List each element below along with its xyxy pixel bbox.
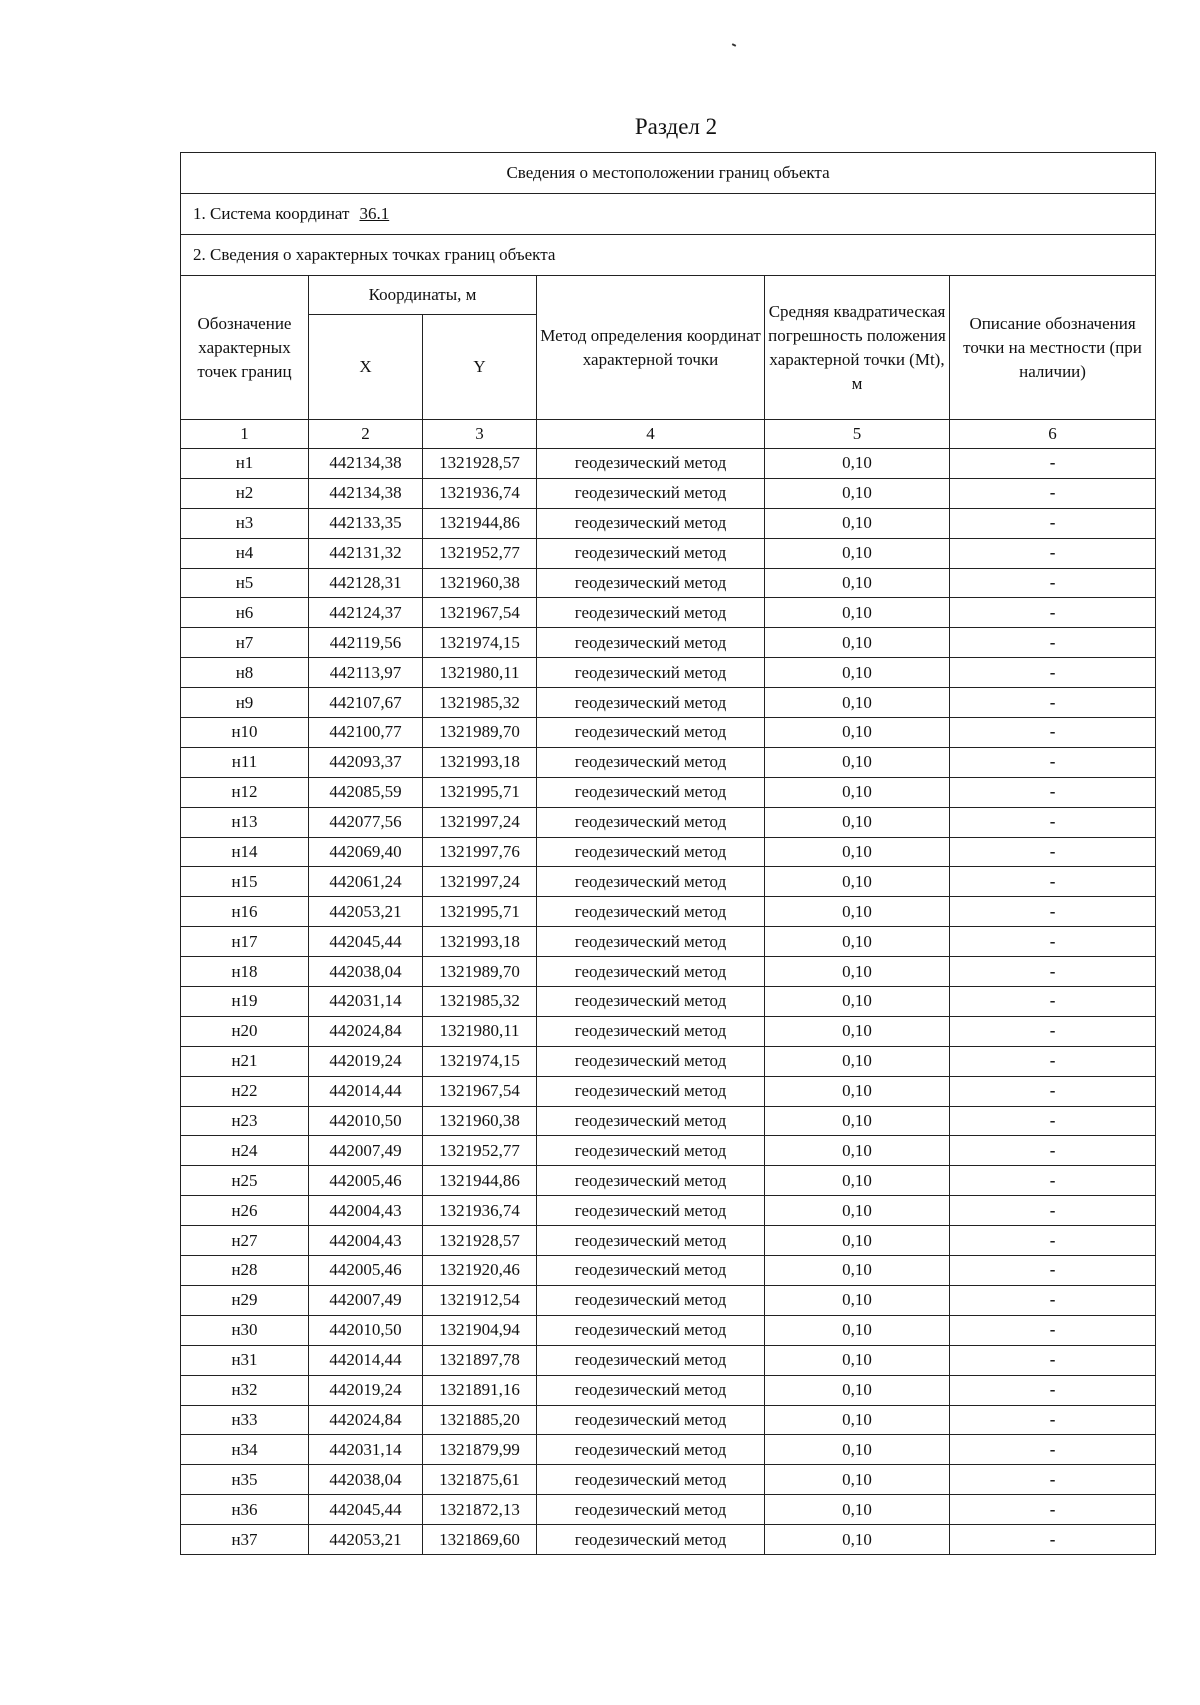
coord-x: 442014,44 <box>309 1076 423 1106</box>
point-description: - <box>950 807 1156 837</box>
method: геодезический метод <box>537 1136 765 1166</box>
point-description: - <box>950 538 1156 568</box>
coord-x: 442085,59 <box>309 777 423 807</box>
coord-y: 1321974,15 <box>423 628 537 658</box>
method: геодезический метод <box>537 688 765 718</box>
table-row <box>181 449 1156 479</box>
method: геодезический метод <box>537 1076 765 1106</box>
method: геодезический метод <box>537 1405 765 1435</box>
point-description: - <box>950 1106 1156 1136</box>
error-mt: 0,10 <box>765 478 950 508</box>
point-id: н33 <box>181 1405 309 1435</box>
point-id: н25 <box>181 1166 309 1196</box>
coord-x: 442131,32 <box>309 538 423 568</box>
table-row <box>181 1405 1156 1435</box>
coord-y: 1321985,32 <box>423 688 537 718</box>
table-row <box>181 1106 1156 1136</box>
point-id: н10 <box>181 718 309 748</box>
error-mt: 0,10 <box>765 688 950 718</box>
point-id: н19 <box>181 987 309 1017</box>
method: геодезический метод <box>537 508 765 538</box>
point-description: - <box>950 598 1156 628</box>
error-mt: 0,10 <box>765 897 950 927</box>
coord-y: 1321993,18 <box>423 927 537 957</box>
point-id: н5 <box>181 568 309 598</box>
point-description: - <box>950 897 1156 927</box>
coord-x: 442005,46 <box>309 1256 423 1286</box>
error-mt: 0,10 <box>765 449 950 479</box>
point-description: - <box>950 1196 1156 1226</box>
method: геодезический метод <box>537 478 765 508</box>
boundary-points-table <box>180 152 1156 1555</box>
coord-y: 1321897,78 <box>423 1345 537 1375</box>
coord-y: 1321891,16 <box>423 1375 537 1405</box>
point-id: н26 <box>181 1196 309 1226</box>
point-description: - <box>950 658 1156 688</box>
coord-x: 442134,38 <box>309 449 423 479</box>
coord-y: 1321944,86 <box>423 1166 537 1196</box>
point-description: - <box>950 718 1156 748</box>
method: геодезический метод <box>537 449 765 479</box>
section-title: Сведения о местоположении границ объекта <box>181 153 1156 194</box>
method: геодезический метод <box>537 867 765 897</box>
coord-y: 1321872,13 <box>423 1495 537 1525</box>
method: геодезический метод <box>537 1525 765 1555</box>
coord-y: 1321869,60 <box>423 1525 537 1555</box>
point-description: - <box>950 688 1156 718</box>
table-row <box>181 1076 1156 1106</box>
point-description: - <box>950 747 1156 777</box>
method: геодезический метод <box>537 1196 765 1226</box>
error-mt: 0,10 <box>765 568 950 598</box>
table-row <box>181 1345 1156 1375</box>
coord-x: 442038,04 <box>309 957 423 987</box>
point-description: - <box>950 777 1156 807</box>
method: геодезический метод <box>537 1495 765 1525</box>
table-row <box>181 538 1156 568</box>
point-description: - <box>950 1285 1156 1315</box>
table-row <box>181 1285 1156 1315</box>
point-id: н35 <box>181 1465 309 1495</box>
point-id: н11 <box>181 747 309 777</box>
table-row <box>181 867 1156 897</box>
table-row <box>181 718 1156 748</box>
method: геодезический метод <box>537 1046 765 1076</box>
error-mt: 0,10 <box>765 508 950 538</box>
table-row <box>181 1465 1156 1495</box>
table-row <box>181 478 1156 508</box>
table-row <box>181 1495 1156 1525</box>
point-id: н7 <box>181 628 309 658</box>
coord-x: 442077,56 <box>309 807 423 837</box>
coord-y: 1321995,71 <box>423 897 537 927</box>
header-designation: Обозначение характерных точек границ <box>181 276 309 420</box>
coord-x: 442019,24 <box>309 1375 423 1405</box>
error-mt: 0,10 <box>765 1226 950 1256</box>
coord-y: 1321967,54 <box>423 598 537 628</box>
table-row <box>181 837 1156 867</box>
point-id: н30 <box>181 1315 309 1345</box>
column-number: 6 <box>950 420 1156 449</box>
table-row <box>181 957 1156 987</box>
point-description: - <box>950 1345 1156 1375</box>
header-x: X <box>309 315 423 420</box>
coord-y: 1321928,57 <box>423 1226 537 1256</box>
error-mt: 0,10 <box>765 807 950 837</box>
header-coordinates: Координаты, м <box>309 276 537 315</box>
table-row <box>181 1016 1156 1046</box>
point-description: - <box>950 1136 1156 1166</box>
coord-x: 442133,35 <box>309 508 423 538</box>
point-description: - <box>950 1016 1156 1046</box>
method: геодезический метод <box>537 718 765 748</box>
coord-y: 1321904,94 <box>423 1315 537 1345</box>
table-row <box>181 1435 1156 1465</box>
point-description: - <box>950 1226 1156 1256</box>
table-row <box>181 1315 1156 1345</box>
point-description: - <box>950 927 1156 957</box>
coord-y: 1321997,24 <box>423 867 537 897</box>
table-row <box>181 1136 1156 1166</box>
method: геодезический метод <box>537 1256 765 1286</box>
coord-y: 1321980,11 <box>423 1016 537 1046</box>
error-mt: 0,10 <box>765 927 950 957</box>
error-mt: 0,10 <box>765 1136 950 1166</box>
point-id: н18 <box>181 957 309 987</box>
coord-x: 442004,43 <box>309 1196 423 1226</box>
table-row <box>181 1196 1156 1226</box>
coord-y: 1321879,99 <box>423 1435 537 1465</box>
coord-x: 442053,21 <box>309 897 423 927</box>
coord-y: 1321920,46 <box>423 1256 537 1286</box>
error-mt: 0,10 <box>765 1285 950 1315</box>
coord-x: 442128,31 <box>309 568 423 598</box>
error-mt: 0,10 <box>765 1046 950 1076</box>
error-mt: 0,10 <box>765 1405 950 1435</box>
point-id: н32 <box>181 1375 309 1405</box>
coord-x: 442024,84 <box>309 1016 423 1046</box>
error-mt: 0,10 <box>765 658 950 688</box>
point-id: н9 <box>181 688 309 718</box>
error-mt: 0,10 <box>765 1495 950 1525</box>
method: геодезический метод <box>537 538 765 568</box>
method: геодезический метод <box>537 987 765 1017</box>
coord-y: 1321989,70 <box>423 718 537 748</box>
table-row <box>181 628 1156 658</box>
coord-y: 1321960,38 <box>423 1106 537 1136</box>
coord-x: 442069,40 <box>309 837 423 867</box>
table-row <box>181 1525 1156 1555</box>
point-description: - <box>950 1256 1156 1286</box>
coord-x: 442007,49 <box>309 1285 423 1315</box>
coord-system-value: 36.1 <box>359 204 390 223</box>
coord-x: 442019,24 <box>309 1046 423 1076</box>
point-description: - <box>950 987 1156 1017</box>
coord-x: 442107,67 <box>309 688 423 718</box>
point-description: - <box>950 1315 1156 1345</box>
method: геодезический метод <box>537 957 765 987</box>
point-description: - <box>950 478 1156 508</box>
coord-y: 1321936,74 <box>423 478 537 508</box>
coord-x: 442010,50 <box>309 1315 423 1345</box>
point-id: н29 <box>181 1285 309 1315</box>
method: геодезический метод <box>537 1106 765 1136</box>
point-description: - <box>950 1465 1156 1495</box>
header-y: Y <box>423 315 537 420</box>
coord-x: 442124,37 <box>309 598 423 628</box>
error-mt: 0,10 <box>765 1166 950 1196</box>
coord-y: 1321952,77 <box>423 1136 537 1166</box>
point-id: н37 <box>181 1525 309 1555</box>
point-description: - <box>950 1405 1156 1435</box>
coord-y: 1321952,77 <box>423 538 537 568</box>
point-id: н31 <box>181 1345 309 1375</box>
point-description: - <box>950 449 1156 479</box>
coord-x: 442031,14 <box>309 1435 423 1465</box>
section-heading: Раздел 2 <box>634 114 718 139</box>
point-id: н12 <box>181 777 309 807</box>
point-id: н6 <box>181 598 309 628</box>
table-row <box>181 897 1156 927</box>
method: геодезический метод <box>537 837 765 867</box>
point-description: - <box>950 837 1156 867</box>
points-title: 2. Сведения о характерных точках границ объекта <box>181 235 1156 276</box>
point-id: н36 <box>181 1495 309 1525</box>
point-description: - <box>950 1495 1156 1525</box>
table-row <box>181 807 1156 837</box>
coord-y: 1321997,76 <box>423 837 537 867</box>
table-row <box>181 598 1156 628</box>
coord-x: 442045,44 <box>309 927 423 957</box>
error-mt: 0,10 <box>765 1465 950 1495</box>
scan-speck <box>732 43 736 47</box>
coord-x: 442045,44 <box>309 1495 423 1525</box>
point-id: н34 <box>181 1435 309 1465</box>
point-id: н27 <box>181 1226 309 1256</box>
error-mt: 0,10 <box>765 1076 950 1106</box>
coord-x: 442004,43 <box>309 1226 423 1256</box>
coord-y: 1321875,61 <box>423 1465 537 1495</box>
coord-y: 1321944,86 <box>423 508 537 538</box>
point-id: н23 <box>181 1106 309 1136</box>
error-mt: 0,10 <box>765 987 950 1017</box>
point-description: - <box>950 1076 1156 1106</box>
error-mt: 0,10 <box>765 1525 950 1555</box>
coord-y: 1321997,24 <box>423 807 537 837</box>
coord-y: 1321974,15 <box>423 1046 537 1076</box>
method: геодезический метод <box>537 658 765 688</box>
column-number: 4 <box>537 420 765 449</box>
method: геодезический метод <box>537 1345 765 1375</box>
error-mt: 0,10 <box>765 1196 950 1226</box>
point-id: н21 <box>181 1046 309 1076</box>
error-mt: 0,10 <box>765 1106 950 1136</box>
error-mt: 0,10 <box>765 1256 950 1286</box>
column-number: 3 <box>423 420 537 449</box>
header-description: Описание обозначения точки на местности (при наличии) <box>950 276 1156 420</box>
point-description: - <box>950 957 1156 987</box>
point-id: н14 <box>181 837 309 867</box>
coord-x: 442038,04 <box>309 1465 423 1495</box>
coord-y: 1321936,74 <box>423 1196 537 1226</box>
method: геодезический метод <box>537 1285 765 1315</box>
coord-y: 1321960,38 <box>423 568 537 598</box>
coord-system-row <box>181 194 1156 235</box>
method: геодезический метод <box>537 927 765 957</box>
point-description: - <box>950 1375 1156 1405</box>
point-id: н15 <box>181 867 309 897</box>
coord-x: 442005,46 <box>309 1166 423 1196</box>
point-id: н16 <box>181 897 309 927</box>
point-id: н22 <box>181 1076 309 1106</box>
point-id: н24 <box>181 1136 309 1166</box>
point-description: - <box>950 1525 1156 1555</box>
table-row <box>181 688 1156 718</box>
point-id: н2 <box>181 478 309 508</box>
point-id: н20 <box>181 1016 309 1046</box>
header-error: Средняя квадратическая погрешность положения характерной точки (Mt), м <box>765 276 950 420</box>
method: геодезический метод <box>537 1315 765 1345</box>
point-description: - <box>950 1166 1156 1196</box>
error-mt: 0,10 <box>765 1315 950 1345</box>
coord-y: 1321980,11 <box>423 658 537 688</box>
coord-x: 442010,50 <box>309 1106 423 1136</box>
error-mt: 0,10 <box>765 837 950 867</box>
table-row <box>181 1166 1156 1196</box>
coord-y: 1321993,18 <box>423 747 537 777</box>
column-number: 2 <box>309 420 423 449</box>
coord-x: 442119,56 <box>309 628 423 658</box>
error-mt: 0,10 <box>765 957 950 987</box>
table-row <box>181 1046 1156 1076</box>
error-mt: 0,10 <box>765 1435 950 1465</box>
table-row <box>181 927 1156 957</box>
method: геодезический метод <box>537 807 765 837</box>
coord-y: 1321912,54 <box>423 1285 537 1315</box>
coord-y: 1321885,20 <box>423 1405 537 1435</box>
column-number: 1 <box>181 420 309 449</box>
method: геодезический метод <box>537 1166 765 1196</box>
point-id: н28 <box>181 1256 309 1286</box>
coord-y: 1321989,70 <box>423 957 537 987</box>
coord-x: 442007,49 <box>309 1136 423 1166</box>
table-row <box>181 508 1156 538</box>
coord-x: 442061,24 <box>309 867 423 897</box>
point-description: - <box>950 568 1156 598</box>
method: геодезический метод <box>537 628 765 658</box>
method: геодезический метод <box>537 777 765 807</box>
error-mt: 0,10 <box>765 777 950 807</box>
method: геодезический метод <box>537 897 765 927</box>
point-id: н3 <box>181 508 309 538</box>
method: геодезический метод <box>537 1435 765 1465</box>
error-mt: 0,10 <box>765 1345 950 1375</box>
point-description: - <box>950 1435 1156 1465</box>
error-mt: 0,10 <box>765 598 950 628</box>
error-mt: 0,10 <box>765 1375 950 1405</box>
point-description: - <box>950 1046 1156 1076</box>
point-id: н8 <box>181 658 309 688</box>
coord-x: 442024,84 <box>309 1405 423 1435</box>
point-description: - <box>950 508 1156 538</box>
method: геодезический метод <box>537 568 765 598</box>
table-row <box>181 747 1156 777</box>
point-description: - <box>950 628 1156 658</box>
error-mt: 0,10 <box>765 538 950 568</box>
header-method: Метод определения координат характерной точки <box>537 276 765 420</box>
error-mt: 0,10 <box>765 747 950 777</box>
point-id: н17 <box>181 927 309 957</box>
coord-y: 1321928,57 <box>423 449 537 479</box>
table-row <box>181 568 1156 598</box>
table-row <box>181 1226 1156 1256</box>
point-id: н13 <box>181 807 309 837</box>
coord-system-label: 1. Система координат <box>193 204 350 223</box>
coord-x: 442113,97 <box>309 658 423 688</box>
point-description: - <box>950 867 1156 897</box>
method: геодезический метод <box>537 1465 765 1495</box>
method: геодезический метод <box>537 1375 765 1405</box>
table-row <box>181 987 1156 1017</box>
method: геодезический метод <box>537 1016 765 1046</box>
method: геодезический метод <box>537 747 765 777</box>
method: геодезический метод <box>537 598 765 628</box>
coord-x: 442014,44 <box>309 1345 423 1375</box>
point-id: н4 <box>181 538 309 568</box>
column-number: 5 <box>765 420 950 449</box>
coord-x: 442134,38 <box>309 478 423 508</box>
error-mt: 0,10 <box>765 718 950 748</box>
table-row <box>181 777 1156 807</box>
coord-y: 1321995,71 <box>423 777 537 807</box>
point-id: н1 <box>181 449 309 479</box>
coord-x: 442093,37 <box>309 747 423 777</box>
error-mt: 0,10 <box>765 867 950 897</box>
method: геодезический метод <box>537 1226 765 1256</box>
coord-x: 442100,77 <box>309 718 423 748</box>
table-row <box>181 1375 1156 1405</box>
coord-y: 1321967,54 <box>423 1076 537 1106</box>
table-row <box>181 658 1156 688</box>
error-mt: 0,10 <box>765 1016 950 1046</box>
coord-x: 442031,14 <box>309 987 423 1017</box>
table-row <box>181 1256 1156 1286</box>
coord-x: 442053,21 <box>309 1525 423 1555</box>
error-mt: 0,10 <box>765 628 950 658</box>
coord-y: 1321985,32 <box>423 987 537 1017</box>
